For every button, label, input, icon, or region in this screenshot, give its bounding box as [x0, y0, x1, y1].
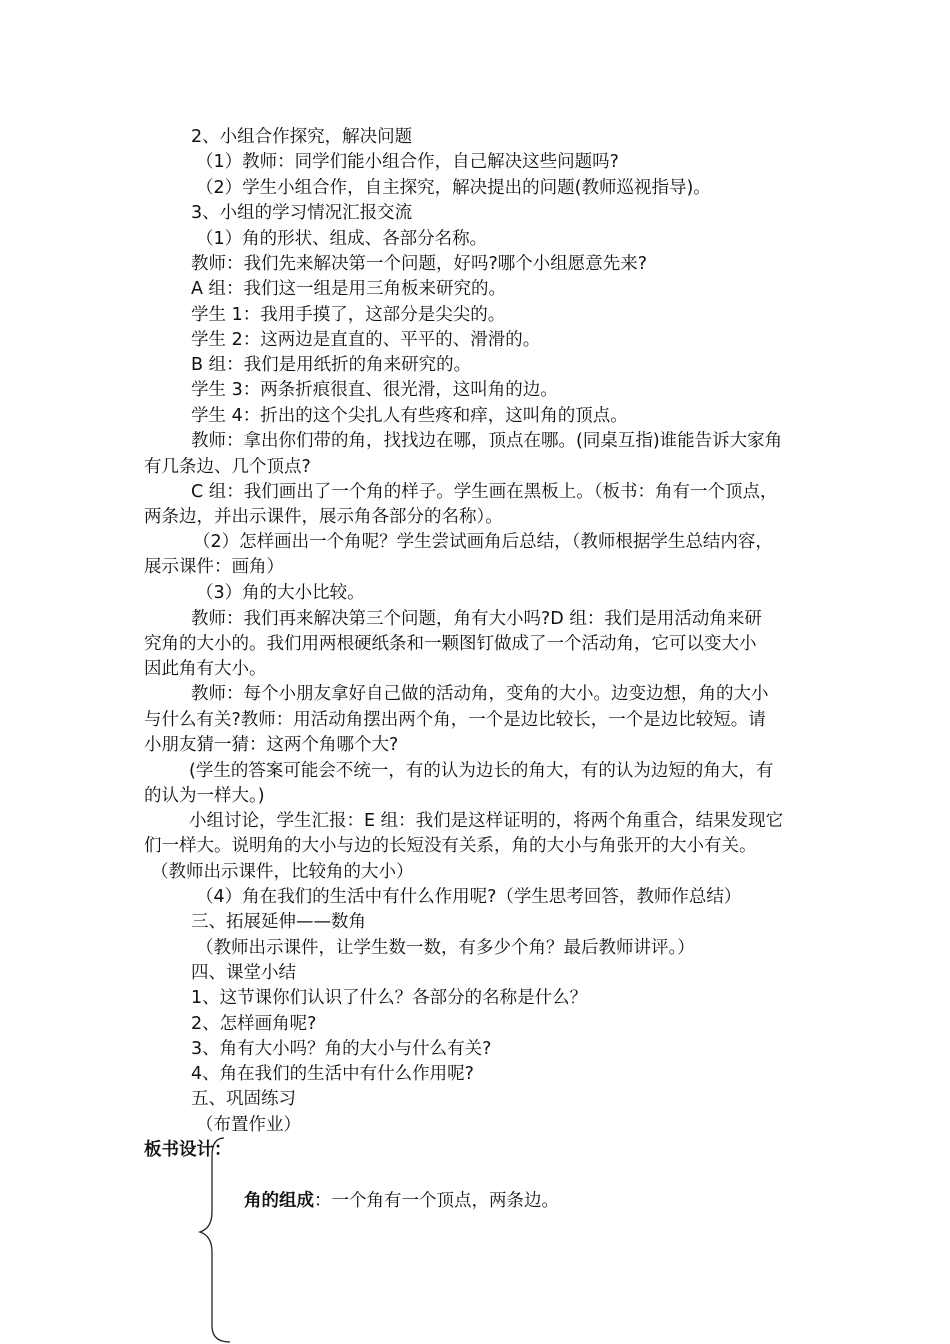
text-line: 3、角有大小吗？角的大小与什么有关? — [191, 1039, 492, 1059]
text-line: A 组：我们这一组是用三角板来研究的。 — [191, 279, 507, 299]
text-line: （2）怎样画出一个角呢？学生尝试画角后总结，（教师根据学生总结内容， — [193, 532, 773, 552]
text-line: C 组：我们画出了一个角的样子。学生画在黑板上。（板书：角有一个顶点， — [191, 482, 778, 502]
text-line: 学生 1：我用手摸了，这部分是尖尖的。 — [191, 305, 506, 325]
text-line: 1、这节课你们认识了什么？各部分的名称是什么？ — [191, 988, 588, 1008]
text-line: (学生的答案可能会不统一，有的认为边长的角大，有的认为边短的角大，有 — [189, 761, 774, 781]
text-line: 五、巩固练习 — [191, 1089, 296, 1109]
text-line: 教师：我们再来解决第三个问题，角有大小吗?D 组：我们是用活动角来研 — [191, 609, 762, 629]
board-item-title: 角的组成 — [244, 1191, 314, 1211]
text-line: 们一样大。说明角的大小与边的长短没有关系，角的大小与角张开的大小有关。 — [144, 836, 757, 856]
text-line: 2、小组合作探究，解决问题 — [191, 127, 413, 147]
text-line: 3、小组的学习情况汇报交流 — [191, 203, 413, 223]
text-line: （3）角的大小比较。 — [196, 583, 365, 603]
text-line: 展示课件：画角） — [144, 557, 284, 577]
text-line: （教师出示课件，比较角的大小） — [151, 862, 414, 882]
text-line: （1）角的形状、组成、各部分名称。 — [196, 229, 488, 249]
text-line: 有几条边、几个顶点? — [144, 457, 311, 477]
text-line: （教师出示课件，让学生数一数，有多少个角？最后教师讲评。） — [196, 938, 695, 958]
text-line: （2）学生小组合作，自主探究，解决提出的问题(教师巡视指导)。 — [196, 178, 711, 198]
board-item-text: ：一个角有一个顶点，两条边。 — [314, 1191, 559, 1211]
text-line: 因此角有大小。 — [144, 659, 267, 679]
text-line: 学生 2：这两边是直直的、平平的、滑滑的。 — [191, 330, 541, 350]
text-line: 学生 3：两条折痕很直、很光滑，这叫角的边。 — [191, 380, 558, 400]
text-line: 教师：每个小朋友拿好自己做的活动角，变角的大小。边变边想，角的大小 — [191, 684, 769, 704]
text-line: 学生 4：折出的这个尖扎人有些疼和痒，这叫角的顶点。 — [191, 406, 628, 426]
text-line: （1）教师：同学们能小组合作，自己解决这些问题吗? — [196, 152, 619, 172]
text-line: 究角的大小的。我们用两根硬纸条和一颗图钉做成了一个活动角，它可以变大小 — [144, 634, 757, 654]
text-line: （布置作业） — [196, 1115, 301, 1135]
text-line: 四、课堂小结 — [191, 963, 296, 983]
text-line: 2、怎样画角呢? — [191, 1014, 317, 1034]
text-line: 的认为一样大。) — [144, 786, 265, 806]
text-line: 小朋友猜一猜：这两个角哪个大? — [144, 735, 399, 755]
text-line: B 组：我们是用纸折的角来研究的。 — [191, 355, 472, 375]
text-line: 两条边，并出示课件，展示角各部分的名称）。 — [144, 507, 503, 527]
text-line: 三、拓展延伸——数角 — [191, 912, 366, 932]
text-line: 教师：拿出你们带的角，找找边在哪，顶点在哪。(同桌互指)谁能告诉大家角 — [191, 431, 783, 451]
text-line: 4、角在我们的生活中有什么作用呢? — [191, 1064, 474, 1084]
text-line: （4）角在我们的生活中有什么作用呢?（学生思考回答，教师作总结） — [196, 887, 742, 907]
text-line: 小组讨论，学生汇报：E 组：我们是这样证明的，将两个角重合，结果发现它 — [189, 811, 784, 831]
curly-brace-icon — [196, 1136, 236, 1344]
text-line: 与什么有关?教师：用活动角摆出两个角，一个是边比较长，一个是边比较短。请 — [144, 710, 766, 730]
board-design-heading: 板书设计： — [144, 1140, 232, 1160]
board-item — [244, 1189, 559, 1214]
text-line: 教师：我们先来解决第一个问题，好吗?哪个小组愿意先来? — [191, 254, 648, 274]
